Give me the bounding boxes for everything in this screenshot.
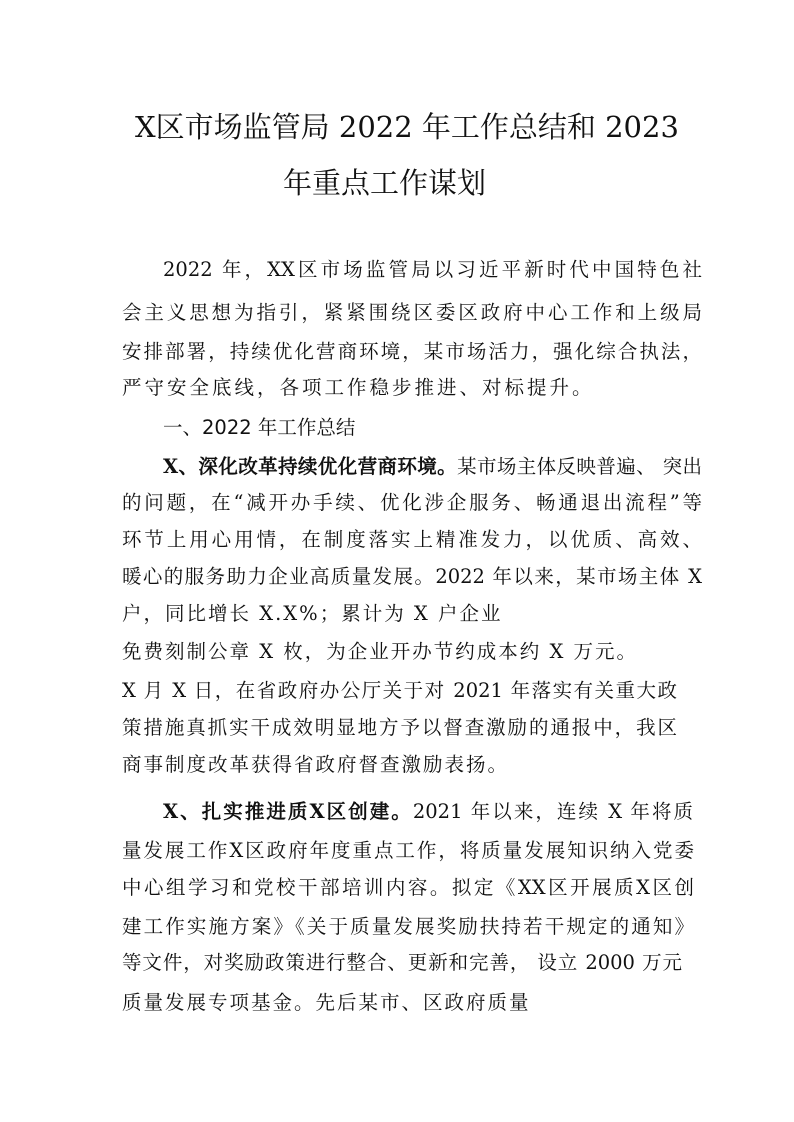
- item1-line: 策措施真抓实干成效明显地方予以督查激励的通报中，我区: [122, 716, 677, 739]
- document-title-line-1: X区市场监管局 2022 年工作总结和 2023: [135, 110, 679, 144]
- item2-first-line: [163, 799, 693, 825]
- item1-line: 商事制度改革获得省政府督查激励表扬。: [122, 753, 510, 776]
- item1-line: 暖心的服务助力企业高质量发展。2022 年以来，某市场主体 X: [122, 565, 702, 588]
- intro-line: 会主义思想为指引，紧紧围绕区委区政府中心工作和上级局: [122, 301, 702, 324]
- item1-line: 环节上用心用情，在制度落实上精准发力，以优质、高效、: [122, 528, 702, 551]
- intro-line: 2022 年，XX区市场监管局以习近平新时代中国特色社: [163, 258, 702, 281]
- item2-line: 等文件，对奖励政策进行整合、更新和完善， 设立 2000 万元: [122, 951, 682, 974]
- item1-first-line: [163, 454, 702, 480]
- item2-heading: X、扎实推进质X区创建。: [163, 800, 413, 823]
- item2-line: 质量发展专项基金。先后某市、区政府质量: [122, 991, 531, 1014]
- item1-line: X 月 X 日，在省政府办公厅关于对 2021 年落实有关重大政: [122, 679, 677, 702]
- item2-line: 中心组学习和党校干部培训内容。拟定《XX区开展质X区创: [122, 876, 694, 899]
- item2-text: 2021 年以来，连续 X 年将质: [412, 800, 694, 823]
- intro-line: 严守安全底线，各项工作稳步推进、对标提升。: [122, 376, 595, 399]
- document-title-line-2: 年重点工作谋划: [283, 166, 487, 200]
- item1-line: 的问题，在“减开办手续、优化涉企服务、畅通退出流程”等: [122, 491, 702, 514]
- section-heading: 一、2022 年工作总结: [163, 416, 356, 439]
- item1-text: 某市场主体反映普遍、 突出: [457, 455, 702, 478]
- intro-line: 安排部署，持续优化营商环境，某市场活力，强化综合执法，: [122, 340, 702, 363]
- item2-line: 建工作实施方案》《关于质量发展奖励扶持若干规定的通知》: [122, 915, 694, 938]
- item1-line: 户，同比增长 X.X%；累计为 X 户企业: [122, 602, 503, 625]
- item1-heading: X、深化改革持续优化营商环境。: [163, 455, 458, 478]
- item1-line: 免费刻制公章 X 枚，为企业开办节约成本约 X 万元。: [122, 640, 639, 663]
- item2-line: 量发展工作X区政府年度重点工作，将质量发展知识纳入党委: [122, 839, 694, 862]
